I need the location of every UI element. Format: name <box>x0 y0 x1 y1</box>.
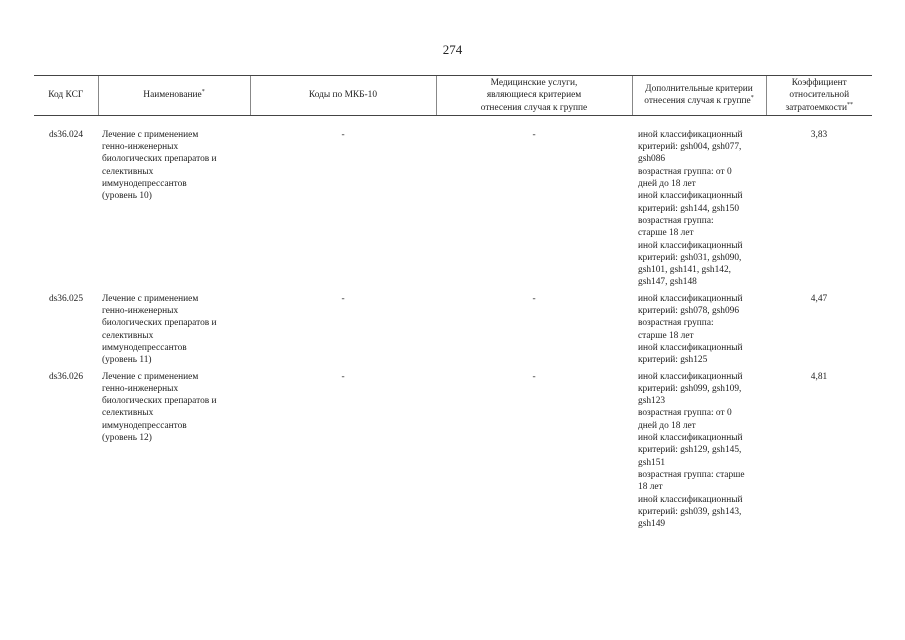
header-code: Код КСГ <box>34 76 98 116</box>
ksg-code: ds36.026 <box>48 371 84 382</box>
table-row <box>34 293 872 371</box>
ksg-code: ds36.024 <box>48 129 84 140</box>
page-number: 274 <box>442 42 463 57</box>
mkb-codes: - <box>341 293 345 304</box>
ksg-name: Лечение с применением генно-инженерных биологических препаратов и селективных иммунодепрессантов (уровень 12) <box>102 371 217 444</box>
ksg-table <box>34 75 872 534</box>
ksg-name: Лечение с применением генно-инженерных биологических препаратов и селективных иммунодепрессантов (уровень 10) <box>102 129 217 202</box>
header-name: Наименование* <box>98 76 250 116</box>
ksg-name: Лечение с применением генно-инженерных биологических препаратов и селективных иммунодепрессантов (уровень 11) <box>102 293 217 366</box>
header-mkb: Коды по МКБ-10 <box>250 76 436 116</box>
cost-coefficient: 4,47 <box>810 293 828 304</box>
ksg-code: ds36.025 <box>48 293 84 304</box>
additional-criteria: иной классификационный критерий: gsh078, gsh096 возрастная группа: старше 18 лет иной классификационный критерий: gsh125 <box>638 293 743 366</box>
table-row <box>34 371 872 535</box>
header-criteria: Дополнительные критерии отнесения случая к группе* <box>632 76 766 116</box>
medical-services: - <box>532 129 536 140</box>
mkb-codes: - <box>341 371 345 382</box>
table-row <box>34 115 872 292</box>
header-services: Медицинские услуги, являющиеся критерием отнесения случая к группе <box>436 76 632 116</box>
additional-criteria: иной классификационный критерий: gsh099, gsh109, gsh123 возрастная группа: от 0 дней до 18 лет иной классификационный критерий: gsh129, gsh145, gsh151 возрастная группа: старше 18 лет иной классификационный критерий: gsh039, gsh143, gsh149 <box>638 371 745 530</box>
additional-criteria: иной классификационный критерий: gsh004, gsh077, gsh086 возрастная группа: от 0 дней до 18 лет иной классификационный критерий: gsh144, gsh150 возрастная группа: старше 18 лет иной классификационный критерий: gsh031, gsh090, gsh101, gsh141, gsh142, gsh147, gsh148 <box>638 129 743 288</box>
table-header-row <box>34 76 872 116</box>
cost-coefficient: 4,81 <box>810 371 828 382</box>
medical-services: - <box>532 293 536 304</box>
mkb-codes: - <box>341 129 345 140</box>
header-coef: Коэффициент относительной затратоемкости** <box>766 76 872 116</box>
cost-coefficient: 3,83 <box>810 129 828 140</box>
medical-services: - <box>532 371 536 382</box>
